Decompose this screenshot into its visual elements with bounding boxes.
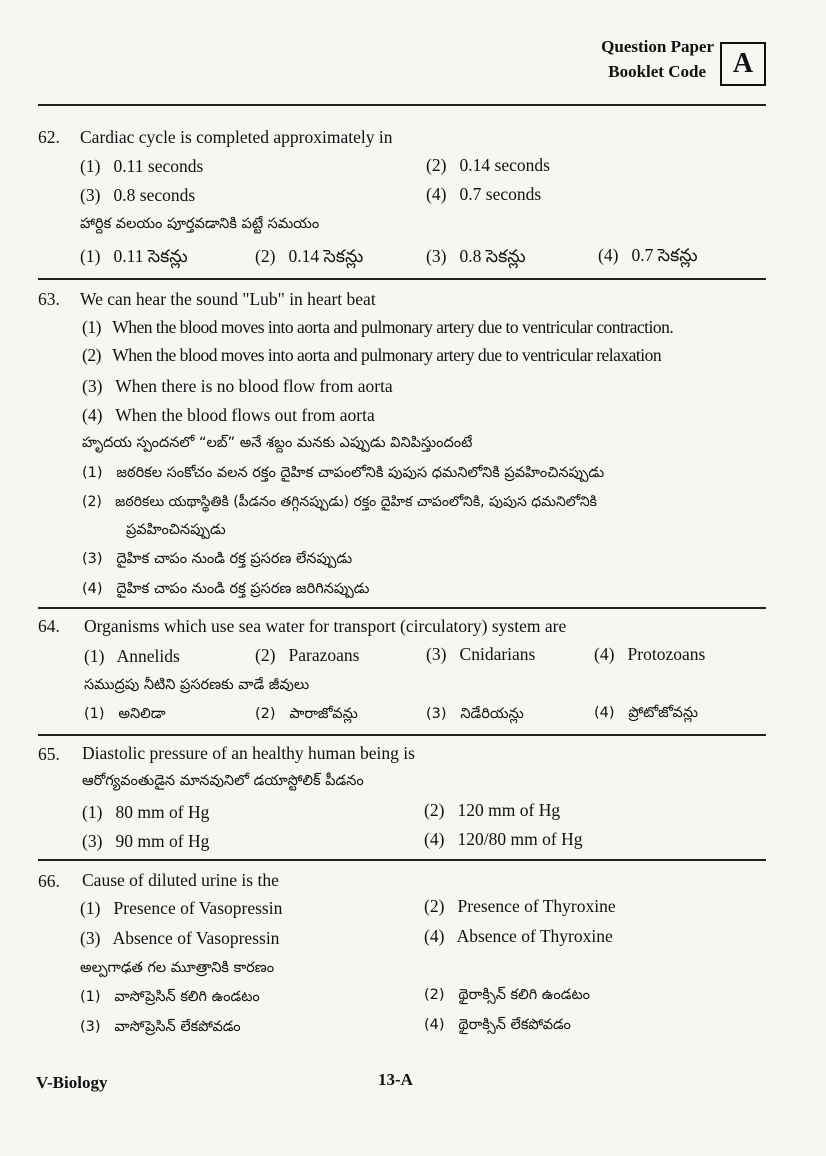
question-62-rule <box>38 278 766 280</box>
question-64-te-option-1: (1) అనిలిడా <box>84 706 166 722</box>
question-63-option-1: (1) When the blood moves into aorta and pulmonary artery due to ventricular contraction. <box>82 317 674 337</box>
question-66-option-2: (2) Presence of Thyroxine <box>424 896 616 916</box>
question-63-te-text: హృదయ స్పందనలో “లబ్” అనే శబ్దం మనకు ఎప్పుడు వినిపిస్తుందంటే <box>82 435 473 451</box>
question-66-te-option-2: (2) థైరాక్సిన్ కలిగి ఉండటం <box>424 987 590 1003</box>
question-62-text: Cardiac cycle is completed approximately in <box>80 127 393 147</box>
question-63-option-3: (3) When there is no blood flow from aorta <box>82 376 393 396</box>
question-65-number: 65. <box>38 744 60 764</box>
booklet-code-box: A <box>720 42 766 86</box>
question-66-te-option-4: (4) థైరాక్సిన్ లేకపోవడం <box>424 1017 571 1033</box>
question-64-rule <box>38 734 766 736</box>
question-66-text: Cause of diluted urine is the <box>82 870 279 890</box>
question-66-te-option-1: (1) వాసోప్రెసిన్ కలిగి ఉండటం <box>80 989 260 1005</box>
question-66-te-option-3: (3) వాసోప్రెసిన్ లేకపోవడం <box>80 1019 241 1035</box>
question-63-option-2: (2) When the blood moves into aorta and pulmonary artery due to ventricular relaxation <box>82 345 662 365</box>
question-66-option-4: (4) Absence of Thyroxine <box>424 926 613 946</box>
question-63-te-option-3: (3) దైహిక చాపం నుండి రక్త ప్రసరణ లేనప్పుడు <box>82 551 353 567</box>
question-62-option-3: (3) 0.8 seconds <box>80 185 196 205</box>
question-65-option-1: (1) 80 mm of Hg <box>82 802 210 822</box>
question-64-option-3: (3) Cnidarians <box>426 644 536 664</box>
question-64-te-text: సముద్రపు నీటిని ప్రసరణకు వాడే జీవులు <box>84 677 310 693</box>
footer-subject: V-Biology <box>36 1073 108 1092</box>
question-64-te-option-3: (3) నిడేరియన్లు <box>426 706 524 722</box>
question-63-rule <box>38 607 766 609</box>
footer-page-number: 13-A <box>378 1070 413 1089</box>
question-62-option-4: (4) 0.7 seconds <box>426 184 542 204</box>
question-62-option-1: (1) 0.11 seconds <box>80 156 204 176</box>
question-66-option-3: (3) Absence of Vasopressin <box>80 928 280 948</box>
question-65-option-3: (3) 90 mm of Hg <box>82 831 210 851</box>
question-62-te-option-4: (4) 0.7 సెకన్లు <box>598 245 698 265</box>
question-63-te-option-2-cont: ప్రవహించినప్పుడు <box>126 522 226 538</box>
question-66-te-text: అల్పగాఢత గల మూత్రానికి కారణం <box>80 960 275 976</box>
question-62-number: 62. <box>38 127 60 147</box>
booklet-code-label-line2: Booklet Code <box>608 62 706 81</box>
question-66-option-1: (1) Presence of Vasopressin <box>80 898 283 918</box>
question-63-option-4: (4) When the blood flows out from aorta <box>82 405 375 425</box>
question-64-option-4: (4) Protozoans <box>594 644 706 664</box>
question-64-number: 64. <box>38 616 60 636</box>
question-66-number: 66. <box>38 871 60 891</box>
question-63-te-option-4: (4) దైహిక చాపం నుండి రక్త ప్రసరణ జరిగినప్పుడు <box>82 581 370 597</box>
header-rule <box>38 104 766 106</box>
question-64-option-2: (2) Parazoans <box>255 645 360 665</box>
question-64-te-option-2: (2) పారాజోవన్లు <box>255 706 358 722</box>
question-64-text: Organisms which use sea water for transport (circulatory) system are <box>84 616 567 636</box>
question-65-text: Diastolic pressure of an healthy human being is <box>82 743 415 763</box>
question-64-option-1: (1) Annelids <box>84 646 180 666</box>
question-64-te-option-4: (4) ప్రోటోజోవన్లు <box>594 705 699 721</box>
question-65-option-4: (4) 120/80 mm of Hg <box>424 829 583 849</box>
question-62-te-text: హార్దిక వలయం పూర్తవడానికి పట్టే సమయం <box>80 216 320 232</box>
question-65-option-2: (2) 120 mm of Hg <box>424 800 561 820</box>
question-63-te-option-1: (1) జఠరికల సంకోచం వలన రక్తం దైహిక చాపంలోనికి పుపుస ధమనిలోనికి ప్రవహించినప్పుడు <box>82 465 605 481</box>
question-65-te-text: ఆరోగ్యవంతుడైన మానవునిలో డయాస్టోలిక్ పీడనం <box>82 773 364 789</box>
question-63-te-option-2: (2) జఠరికలు యథాస్థితికి (పీడనం తగ్గినప్పుడు) రక్తం దైహిక చాపంలోనికి, పుపుస ధమనిలోనికి <box>82 494 597 510</box>
booklet-code-label-line1: Question Paper <box>601 37 714 56</box>
question-63-text: We can hear the sound "Lub" in heart beat <box>80 289 376 309</box>
question-65-rule <box>38 859 766 861</box>
question-62-te-option-1: (1) 0.11 సెకన్లు <box>80 246 188 266</box>
question-63-number: 63. <box>38 289 60 309</box>
question-62-te-option-2: (2) 0.14 సెకన్లు <box>255 246 364 266</box>
question-62-option-2: (2) 0.14 seconds <box>426 155 550 175</box>
question-62-te-option-3: (3) 0.8 సెకన్లు <box>426 246 526 266</box>
